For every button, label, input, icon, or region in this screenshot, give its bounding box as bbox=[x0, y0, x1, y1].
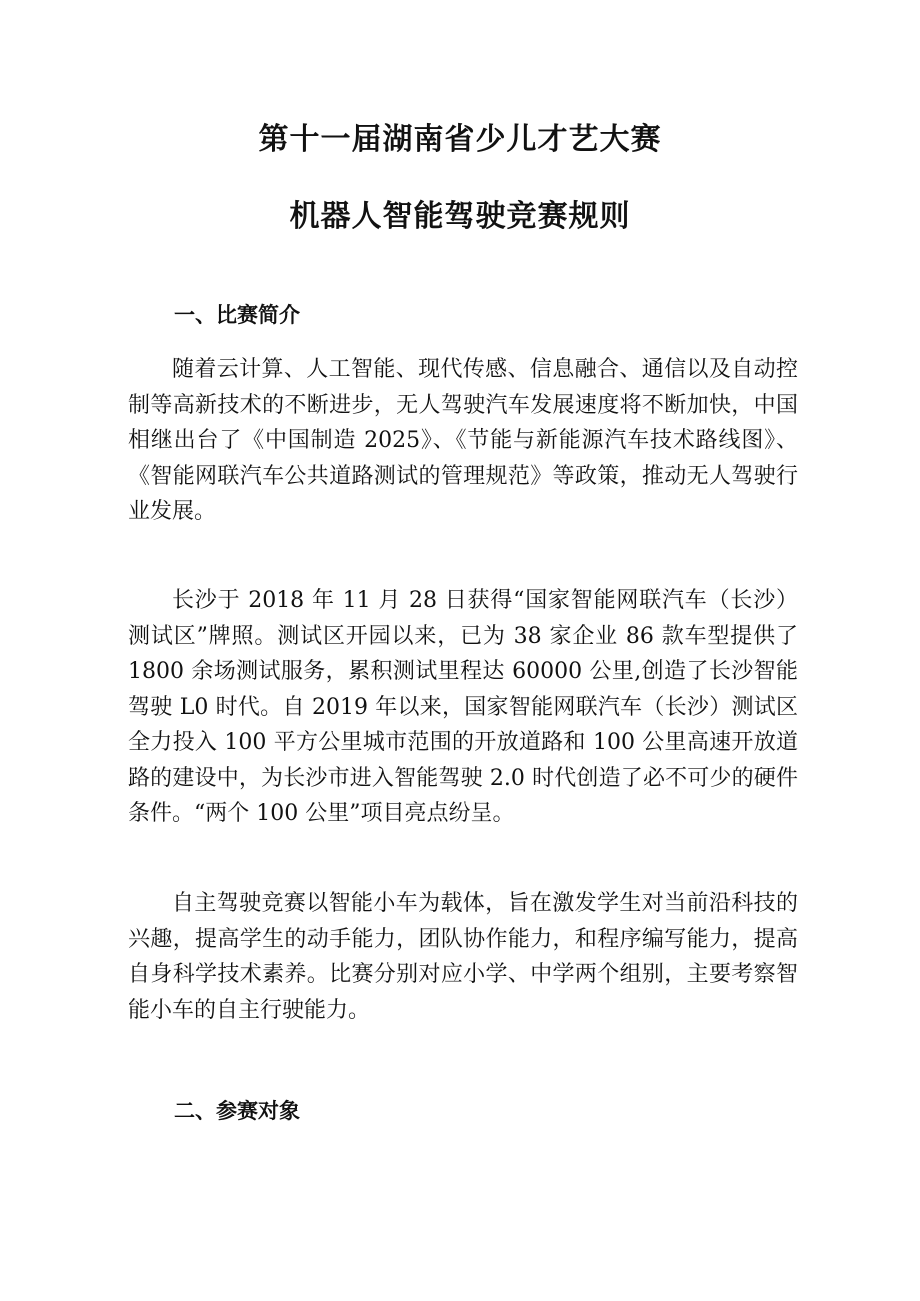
paragraph-changsha-test-zone: 长沙于 2018 年 11 月 28 日获得“国家智能网联汽车（长沙）测试区”牌照。测试区开园以来，已为 38 家企业 86 款车型提供了 1800 余场测试服务，累积测试里程达 60000 公里,创造了长沙智能驾驶 L0 时代。自 2019 年以来，国家智能网联汽车（长沙）测试区全力投入 100 平方公里城市范围的开放道路和 100 公里高速开放道路的建设中，为长沙市进入智能驾驶 2.0 时代创造了必不可少的硬件条件。“两个 100 公里”项目亮点纷呈。 bbox=[128, 588, 798, 826]
document-title-line-1: 第十一届湖南省少儿才艺大赛 bbox=[258, 122, 662, 157]
paragraph-background: 随着云计算、人工智能、现代传感、信息融合、通信以及自动控制等高新技术的不断进步，无人驾驶汽车发展速度将不断加快，中国相继出台了《中国制造 2025》、《节能与新能源汽车技术路线图》、《智能网联汽车公共道路测试的管理规范》等政策，推动无人驾驶行业发展。 bbox=[128, 357, 798, 524]
section-heading-participants: 二、参赛对象 bbox=[174, 1099, 300, 1123]
document-title-line-2: 机器人智能驾驶竞赛规则 bbox=[289, 199, 631, 234]
section-heading-intro: 一、比赛简介 bbox=[174, 303, 300, 327]
paragraph-competition-purpose: 自主驾驶竞赛以智能小车为载体，旨在激发学生对当前沿科技的兴趣，提高学生的动手能力，团队协作能力，和程序编写能力，提高自身科学技术素养。比赛分别对应小学、中学两个组别，主要考察智能小车的自主行驶能力。 bbox=[128, 891, 798, 1023]
